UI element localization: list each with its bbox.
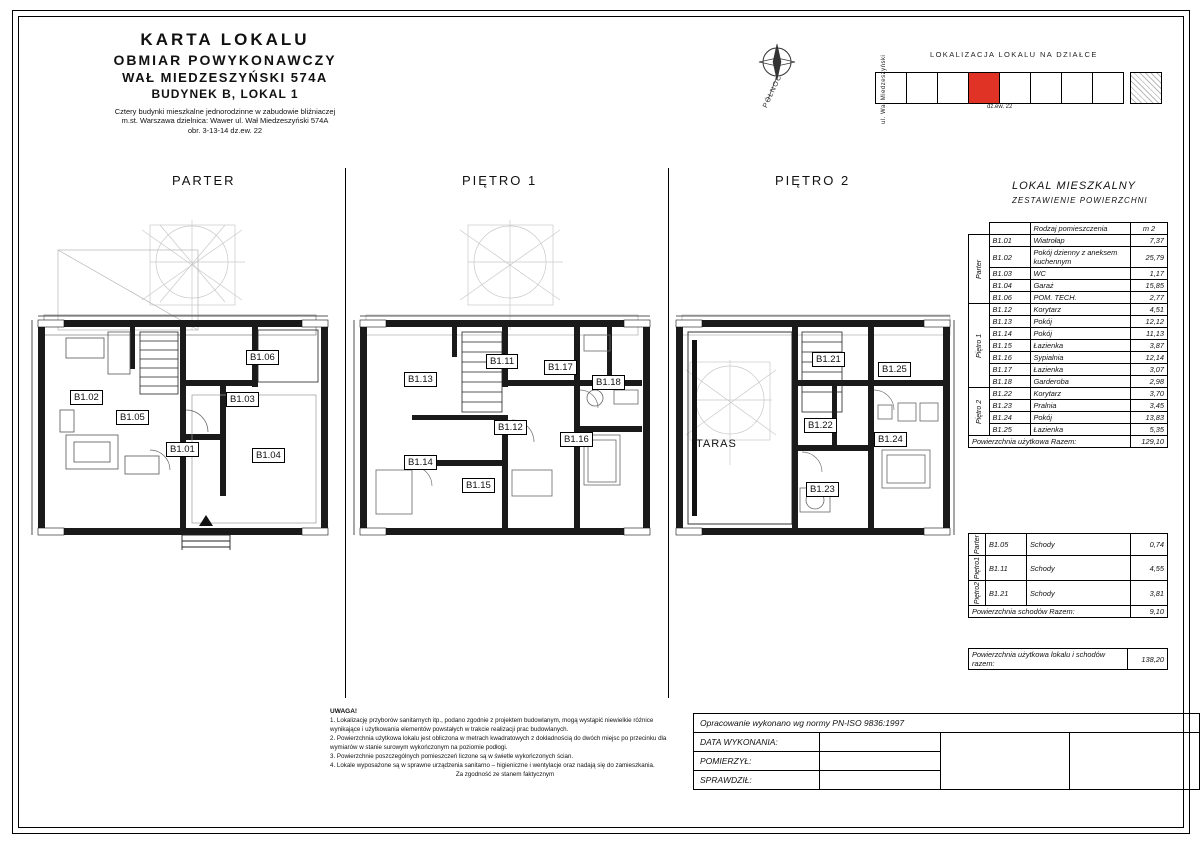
room-area: 2,98 (1131, 376, 1168, 388)
locator-plot-label: dz.ew. 22 (987, 104, 1013, 110)
table-row (969, 247, 1168, 268)
stairs-group-pietro2: Piętro2 (969, 581, 986, 606)
notes-header: UWAGA! (330, 708, 358, 715)
room-label-b1-03: B1.03 (226, 392, 259, 407)
title-block (60, 30, 390, 135)
room-code: B1.04 (989, 280, 1030, 292)
floor-plan-pietro2 (672, 220, 962, 550)
room-label-b1-04: B1.04 (252, 448, 285, 463)
room-area: 2,77 (1131, 292, 1168, 304)
floor-plan-pietro1 (352, 220, 662, 550)
floor-caption-pietro2: PIĘTRO 2 (775, 173, 851, 188)
title-line-2: OBMIAR POWYKONAWCZY (113, 52, 337, 68)
room-label-b1-01: B1.01 (166, 442, 199, 457)
area-table-subtitle: ZESTAWIENIE POWIERZCHNI (1012, 196, 1148, 205)
room-area: 3,87 (1131, 340, 1168, 352)
room-code: B1.22 (989, 388, 1030, 400)
table-row (969, 304, 1168, 316)
group-label-pietro1: Piętro 1 (969, 304, 990, 388)
room-code: B1.25 (989, 424, 1030, 436)
title-subtext (60, 107, 390, 135)
floor-caption-pietro1: PIĘTRO 1 (462, 173, 538, 188)
locator-unit (1062, 73, 1093, 103)
parter-geometry (30, 220, 340, 550)
stairs-group-pietro1: Piętro1 (969, 556, 986, 581)
area-table-title: LOKAL MIESZKALNY (1012, 180, 1137, 192)
room-label-b1-22: B1.22 (804, 418, 837, 433)
table-row (969, 352, 1168, 364)
room-kind: Łazienka (1030, 424, 1131, 436)
table-row (969, 376, 1168, 388)
stairs-area: 3,81 (1131, 581, 1168, 606)
stairs-total-row (969, 606, 1168, 618)
room-kind: Korytarz (1030, 304, 1131, 316)
table-row (969, 328, 1168, 340)
note-item: 1. Lokalizację przyborów sanitarnych itp., podano zgodnie z projektem budowlanym, mogą wystąpić niewielkie różnice wynikające i użytkowania elementów powstałych w trakcie realizacji prac budowlanych. (330, 717, 654, 734)
title-sub-3: obr. 3-13-14 dz.ew. 22 (187, 125, 263, 135)
area-total-row (969, 436, 1168, 448)
title-line-3: WAŁ MIEDZESZYŃSKI 574A (122, 70, 328, 85)
locator-unit-highlighted (969, 73, 1000, 103)
group-label-parter: Parter (969, 235, 990, 304)
stairs-total-value: 9,10 (1131, 606, 1168, 618)
room-label-b1-16: B1.16 (560, 432, 593, 447)
table-row (969, 235, 1168, 247)
room-label-b1-14: B1.14 (404, 455, 437, 470)
table-row (969, 340, 1168, 352)
room-kind: Pokój (1030, 316, 1131, 328)
room-label-b1-13: B1.13 (404, 372, 437, 387)
signature-header-row (694, 714, 1200, 733)
room-label-b1-25: B1.25 (878, 362, 911, 377)
room-kind: Pokój dzienny z aneksem kuchennym (1030, 247, 1131, 268)
room-code: B1.16 (989, 352, 1030, 364)
notes-block (330, 707, 680, 780)
header-unit: m 2 (1131, 223, 1168, 235)
table-row (969, 534, 1168, 556)
stairs-code: B1.11 (986, 556, 1027, 581)
note-item: 4. Lokale wyposażone są w sprawne urządzenia sanitarno – higieniczne i wentylacje oraz nadają się do zamieszkania. (330, 762, 655, 770)
stairs-code: B1.05 (986, 534, 1027, 556)
table-row (969, 581, 1168, 606)
locator-street-label: ul. Wał Miedzeszyński (881, 54, 887, 124)
room-label-b1-15: B1.15 (462, 478, 495, 493)
table-row (969, 424, 1168, 436)
room-kind: Pokój (1030, 412, 1131, 424)
room-area: 5,35 (1131, 424, 1168, 436)
signature-header: Opracowanie wykonano wg normy PN-ISO 9836:1997 (694, 714, 1200, 733)
stairs-kind: Schody (1027, 556, 1131, 581)
area-total-label: Powierzchnia użytkowa Razem: (969, 436, 1131, 448)
terrace-label: TARAS (696, 438, 737, 450)
checked-by-label: SPRAWDZIŁ: (694, 771, 820, 790)
room-area: 12,12 (1131, 316, 1168, 328)
room-code: B1.18 (989, 376, 1030, 388)
room-code: B1.15 (989, 340, 1030, 352)
measured-by-label: POMIERZYŁ: (694, 752, 820, 771)
locator-unit (1031, 73, 1062, 103)
area-total-value: 129,10 (1131, 436, 1168, 448)
room-label-b1-18: B1.18 (592, 375, 625, 390)
room-area: 15,85 (1131, 280, 1168, 292)
compass-north-label: PÓŁNOC (762, 73, 784, 110)
grand-total-label: Powierzchnia użytkowa lokalu i schodów razem: (969, 649, 1128, 670)
room-code: B1.02 (989, 247, 1030, 268)
room-kind: Korytarz (1030, 388, 1131, 400)
measured-by-value[interactable] (820, 752, 941, 771)
header-code (989, 223, 1030, 235)
room-label-b1-11: B1.11 (486, 354, 518, 369)
pietro2-geometry (672, 220, 962, 550)
grand-total-row (969, 649, 1168, 670)
table-row (969, 556, 1168, 581)
room-kind: POM. TECH. (1030, 292, 1131, 304)
room-label-b1-21: B1.21 (812, 352, 845, 367)
room-area: 3,07 (1131, 364, 1168, 376)
room-label-b1-23: B1.23 (806, 482, 839, 497)
room-area: 12,14 (1131, 352, 1168, 364)
notes-footer: Za zgodność ze stanem faktycznym (455, 771, 555, 779)
table-row (969, 388, 1168, 400)
room-code: B1.23 (989, 400, 1030, 412)
room-code: B1.14 (989, 328, 1030, 340)
room-label-b1-05: B1.05 (116, 410, 149, 425)
stairs-group-parter: Parter (969, 534, 986, 556)
grand-total-table (968, 648, 1168, 670)
compass-rose (755, 40, 815, 110)
table-row (969, 280, 1168, 292)
area-table-header-row (969, 223, 1168, 235)
room-kind: Wiatrołap (1030, 235, 1131, 247)
room-code: B1.24 (989, 412, 1030, 424)
room-area: 13,83 (1131, 412, 1168, 424)
locator-unit (1000, 73, 1031, 103)
area-table (968, 222, 1168, 448)
header-spacer (969, 223, 990, 235)
room-kind: WC (1030, 268, 1131, 280)
room-code: B1.13 (989, 316, 1030, 328)
floor-caption-parter: PARTER (172, 173, 236, 188)
room-code: B1.03 (989, 268, 1030, 280)
room-kind: Garaż (1030, 280, 1131, 292)
locator-unit-strip (875, 72, 1124, 104)
floor-divider-1 (345, 168, 346, 698)
room-kind: Pokój (1030, 328, 1131, 340)
checked-by-value[interactable] (820, 771, 941, 790)
room-kind: Pralnia (1030, 400, 1131, 412)
locator-unit (907, 73, 938, 103)
stairs-kind: Schody (1027, 534, 1131, 556)
room-label-b1-24: B1.24 (874, 432, 907, 447)
locator-unit (938, 73, 969, 103)
room-area: 7,37 (1131, 235, 1168, 247)
note-item: 3. Powierzchnie poszczególnych pomieszczeń liczone są w świetle wykończonych ścian. (330, 753, 574, 761)
stairs-code: B1.21 (986, 581, 1027, 606)
title-sub-2: m.st. Warszawa dzielnica: Wawer ul. Wał Miedzeszyński 574A (121, 116, 329, 126)
room-code: B1.17 (989, 364, 1030, 376)
stairs-table (968, 533, 1168, 618)
room-area: 3,70 (1131, 388, 1168, 400)
title-sub-1: Cztery budynki mieszkalne jednorodzinne w zabudowie bliźniaczej (114, 107, 336, 116)
stamp-cell-2 (1070, 733, 1200, 790)
room-kind: Garderoba (1030, 376, 1131, 388)
table-row (969, 316, 1168, 328)
locator-title: LOKALIZACJA LOKALU NA DZIAŁCE (930, 50, 1098, 59)
floor-plan-parter (30, 220, 340, 550)
stairs-area: 0,74 (1131, 534, 1168, 556)
table-row (969, 412, 1168, 424)
grand-total-value: 138,20 (1127, 649, 1167, 670)
room-kind: Łazienka (1030, 364, 1131, 376)
room-area: 3,45 (1131, 400, 1168, 412)
room-code: B1.06 (989, 292, 1030, 304)
group-label-pietro2: Piętro 2 (969, 388, 990, 436)
date-value[interactable] (820, 733, 941, 752)
table-row (694, 733, 1200, 752)
room-label-b1-06: B1.06 (246, 350, 279, 365)
stairs-total-label: Powierzchnia schodów Razem: (969, 606, 1131, 618)
note-item: 2. Powierzchnia użytkowa lokalu jest obliczona w metrach kwadratowych z dokładnością do dwóch miejsc po przecinku dla wymiarów w stanie surowym wykończonym na poziomie podłogi. (330, 735, 667, 752)
table-row (969, 400, 1168, 412)
locator-neighbour-building (1130, 72, 1162, 104)
table-row (969, 292, 1168, 304)
stamp-cell-1 (940, 733, 1070, 790)
room-label-b1-12: B1.12 (494, 420, 527, 435)
signature-table (693, 713, 1200, 790)
room-area: 11,13 (1131, 328, 1168, 340)
date-label: DATA WYKONANIA: (694, 733, 820, 752)
room-area: 4,51 (1131, 304, 1168, 316)
room-area: 25,79 (1131, 247, 1168, 268)
table-row (969, 268, 1168, 280)
room-label-b1-02: B1.02 (70, 390, 103, 405)
table-row (969, 364, 1168, 376)
title-line-1: KARTA LOKALU (140, 30, 310, 49)
room-code: B1.12 (989, 304, 1030, 316)
room-label-b1-17: B1.17 (544, 360, 577, 375)
header-kind: Rodzaj pomieszczenia (1030, 223, 1131, 235)
room-area: 1,17 (1131, 268, 1168, 280)
title-line-4: BUDYNEK B, LOKAL 1 (151, 87, 299, 101)
stairs-kind: Schody (1027, 581, 1131, 606)
stairs-area: 4,55 (1131, 556, 1168, 581)
floor-divider-2 (668, 168, 669, 698)
locator-unit (1093, 73, 1123, 103)
room-kind: Łazienka (1030, 340, 1131, 352)
room-code: B1.01 (989, 235, 1030, 247)
room-kind: Sypialnia (1030, 352, 1131, 364)
